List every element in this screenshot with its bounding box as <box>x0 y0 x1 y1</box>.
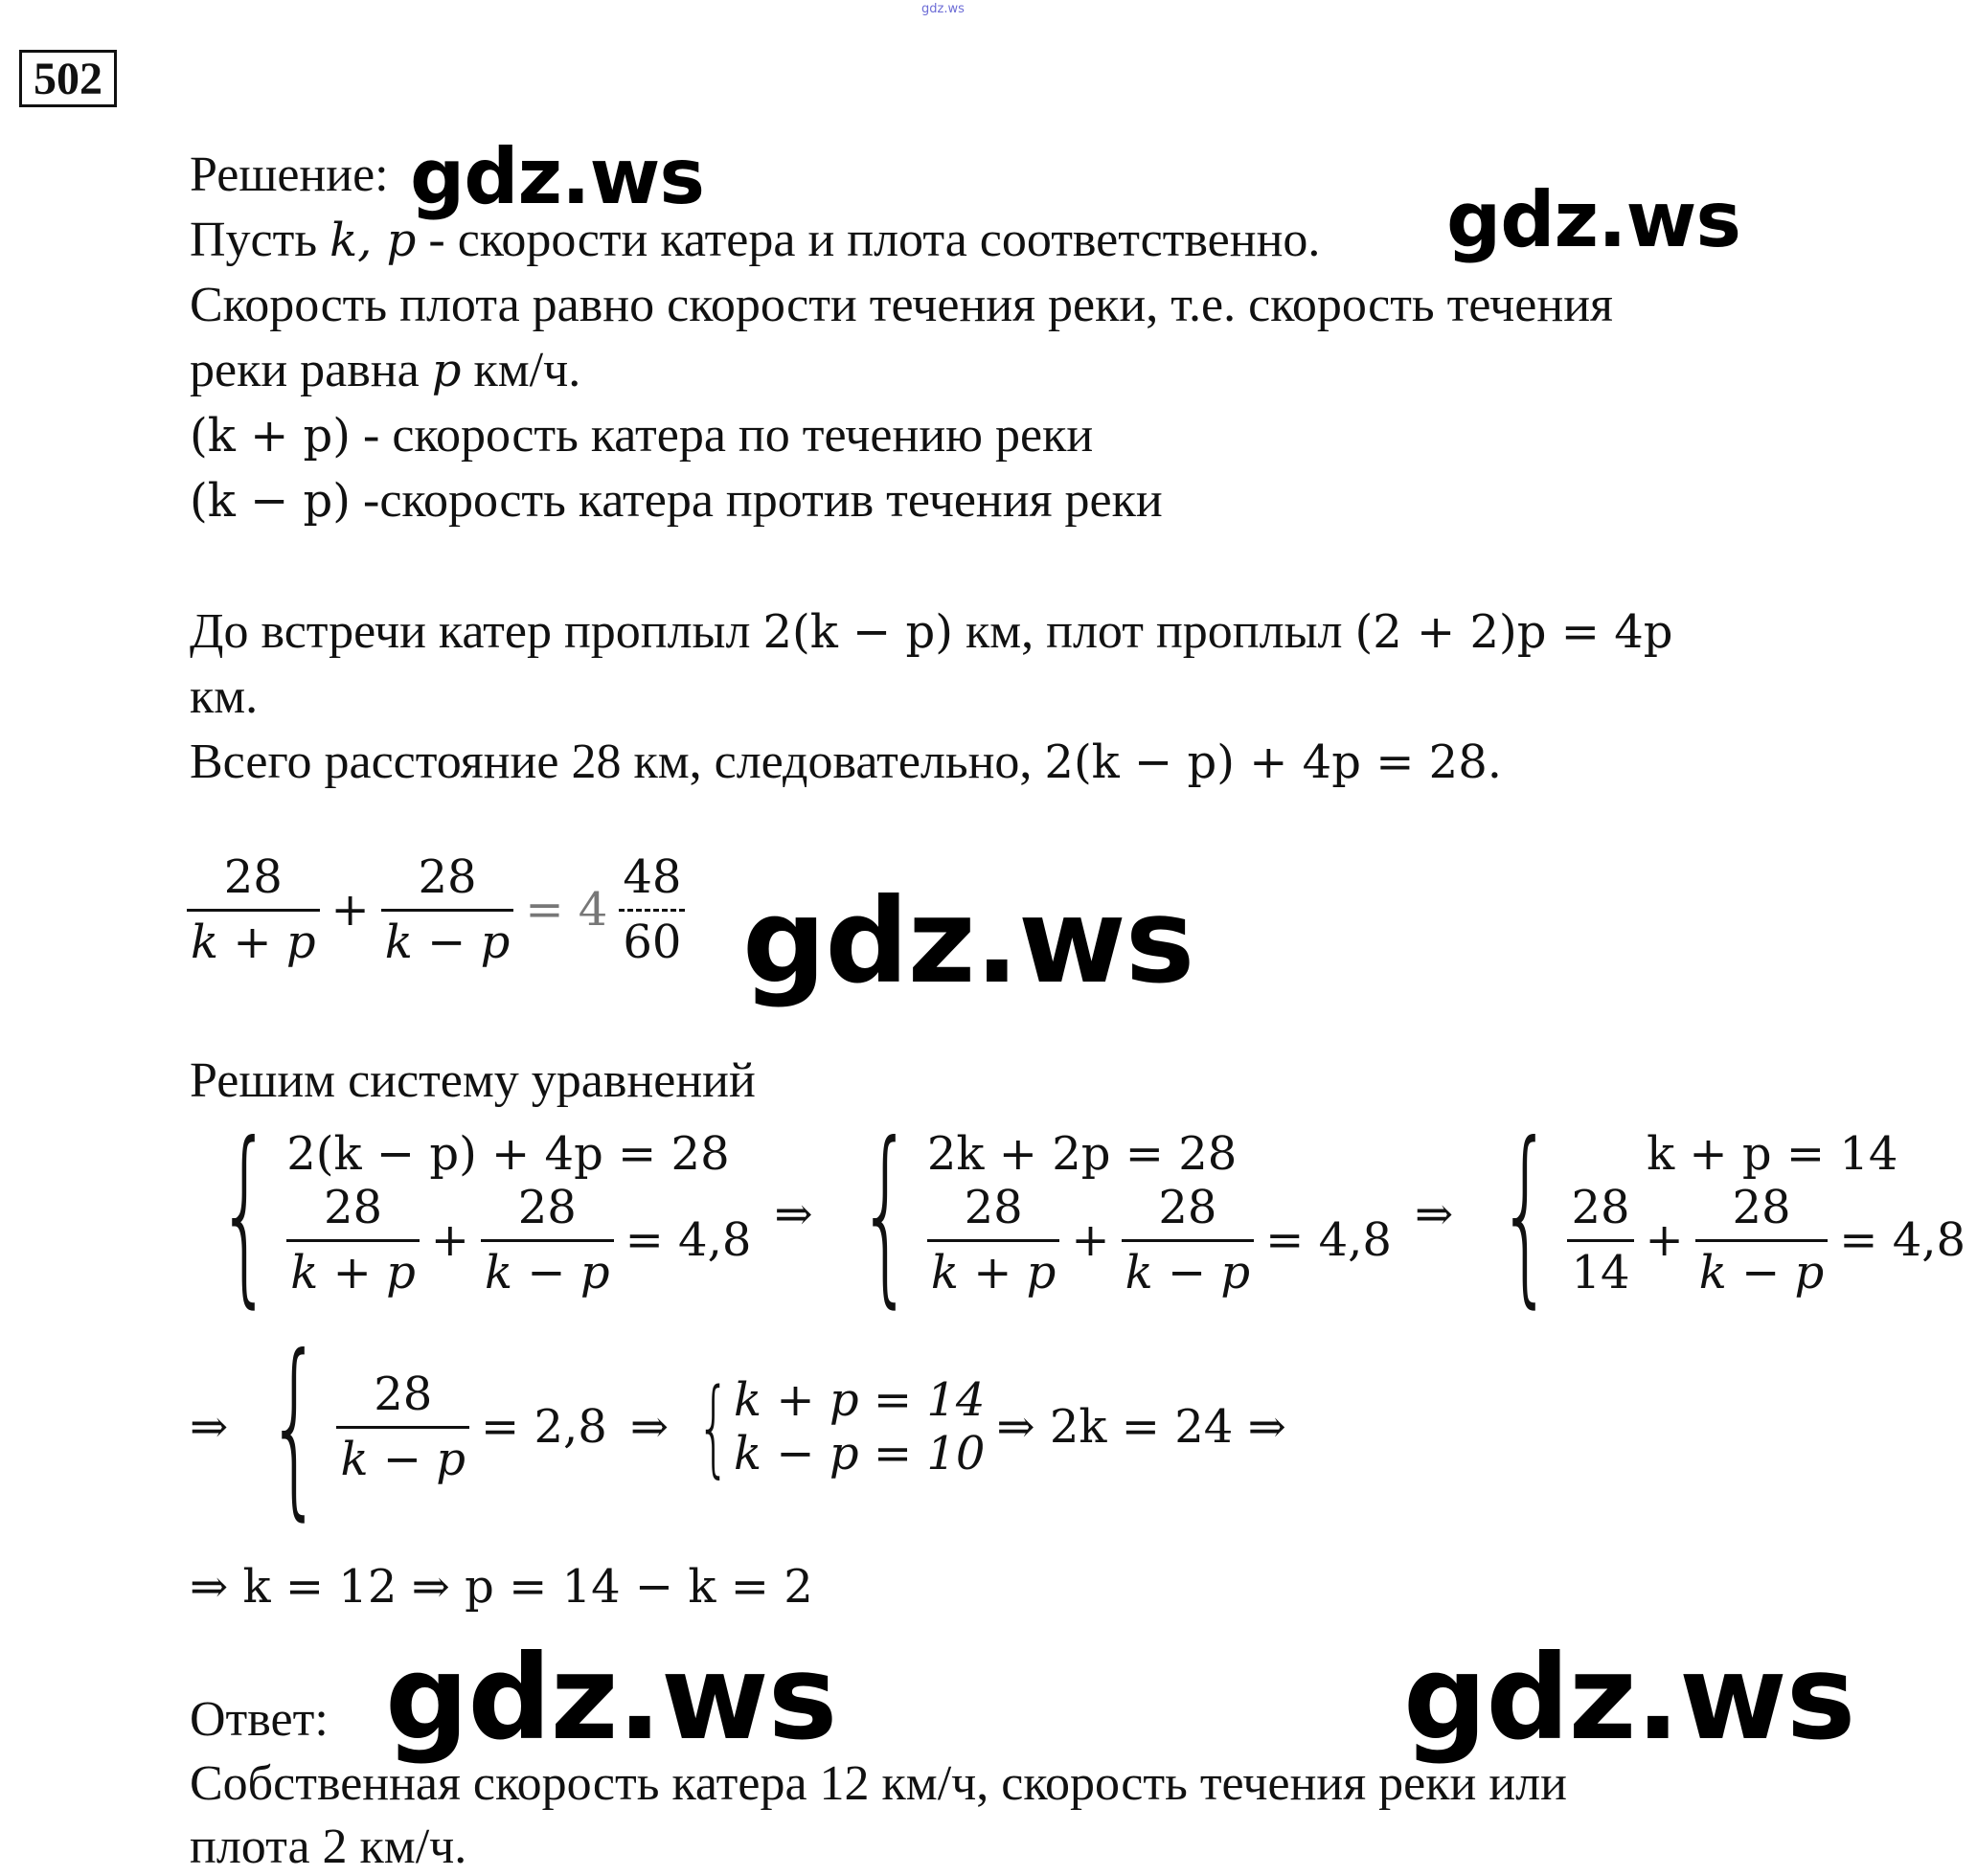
final-line: ⇒ k = 12 ⇒ p = 14 − k = 2 <box>190 1560 813 1614</box>
system-2: { 2k + 2p = 28 $\frac{28}{k + p}$ + $\frac{28}{k - p}$ = 4,8 <box>857 1102 1392 1325</box>
line-5: (k − p) -скорость катера против течения реки <box>190 473 1163 528</box>
watermark: gdz.ws <box>1403 1630 1855 1766</box>
answer-label: Ответ: <box>190 1692 329 1747</box>
line-6: До встречи катер проплыл 2(k − p) км, плот проплыл (2 + 2)p = 4p <box>190 604 1673 659</box>
system-4: { $\frac{28}{k - p}$ = 2,8 <box>267 1315 607 1538</box>
system-1: { 2(k − p) + 4p = 28 $\frac{28}{k + p}$ + $\frac{28}{k - p}$ = 4,8 <box>216 1102 752 1325</box>
solution-label: Решение: <box>190 147 389 202</box>
line-4: (k + p) - скорость катера по течению реки <box>190 408 1094 463</box>
watermark: gdz.ws <box>410 132 705 221</box>
system-3: { k + p = 14 $\frac{28}{14}$ + $\frac{28}{k - p}$ = 4,8 <box>1498 1102 1966 1325</box>
watermark: gdz.ws <box>742 873 1194 1009</box>
line-1: Пусть k, p - скорости катера и плота соответственно. <box>190 213 1321 267</box>
line-7: км. <box>190 669 259 724</box>
watermark: gdz.ws <box>385 1630 837 1766</box>
line-8: Всего расстояние 28 км, следовательно, 2(k − p) + 4p = 28. <box>190 735 1503 789</box>
main-equation: $\frac{28}{k + p}$ + $\frac{28}{k - p}$ = 4 $\frac{48}{60}$ <box>187 852 685 968</box>
system-row-1: { 2(k − p) + 4p = 28 $\frac{28}{k + p}$ + $\frac{28}{k - p}$ = 4,8 ⇒ { 2k + 2p = 28 $\frac{28}{k + p}$ + $\frac{28}{k - p}$ = 4,8 ⇒ { k + p = 14 $\frac{28}{14}$ + $\frac{28}{k - p}$ = 4,8 <box>184 1119 1977 1310</box>
system-5: { k + p = 14 k − p = 10 <box>696 1366 986 1488</box>
watermark: gdz.ws <box>1446 175 1741 264</box>
answer-line-1: Собственная скорость катера 12 км/ч, скорость течения реки или <box>190 1756 1567 1811</box>
site-tag: gdz.ws <box>921 2 965 16</box>
answer-line-2: плота 2 км/ч. <box>190 1819 467 1874</box>
line-3: реки равна p км/ч. <box>190 343 581 397</box>
system-label: Решим систему уравнений <box>190 1053 756 1108</box>
line-2: Скорость плота равно скорости течения реки, т.е. скорость течения <box>190 278 1613 332</box>
system-row-2: ⇒ { $\frac{28}{k - p}$ = 2,8 ⇒ { k + p = 14 k − p = 10 ⇒ 2k = 24 ⇒ <box>190 1315 1286 1538</box>
problem-number: 502 <box>19 50 117 107</box>
